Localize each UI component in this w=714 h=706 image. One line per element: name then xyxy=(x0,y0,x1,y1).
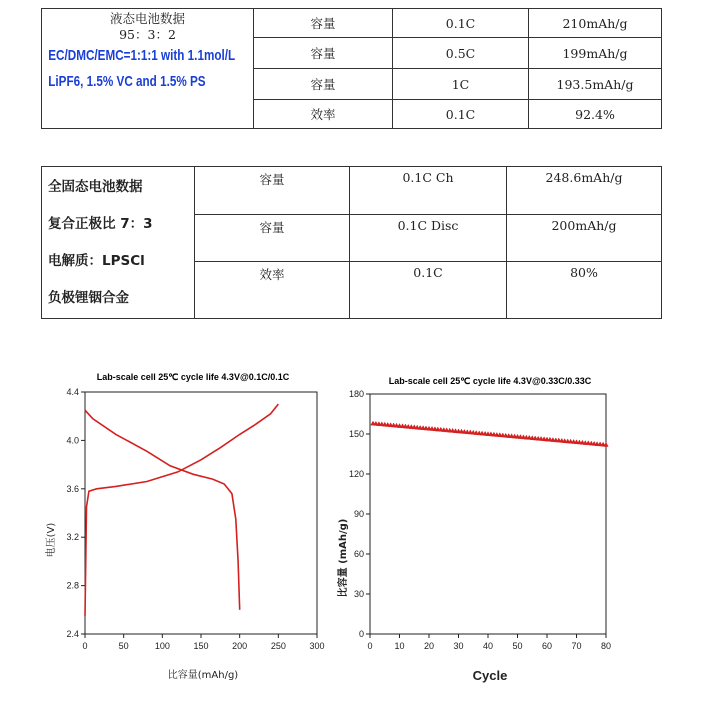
y-tick-label: 2.8 xyxy=(66,580,79,591)
liquid-row-rate: 0.5C xyxy=(393,38,529,69)
solid-electrolyte: 电解质：LPSCl xyxy=(48,252,145,269)
x-tick-label: 80 xyxy=(600,641,612,651)
x-tick-label: 10 xyxy=(394,641,405,651)
y-tick-label: 120 xyxy=(348,469,364,479)
cycle-life-chart xyxy=(334,362,624,690)
liquid-battery-table xyxy=(41,8,662,129)
y-tick-label: 150 xyxy=(348,429,364,439)
liquid-ratio: 95：3：2 xyxy=(119,27,176,42)
solid-anode: 负极锂铟合金 xyxy=(48,289,129,306)
solid-row-value: 248.6mAh/g xyxy=(507,167,662,215)
solid-row-value: 200mAh/g xyxy=(507,215,662,262)
y-axis-label: 电压(V) xyxy=(46,522,57,558)
discharge-curve xyxy=(85,410,240,610)
x-tick-label: 100 xyxy=(154,641,170,651)
y-tick-label: 4.4 xyxy=(66,387,79,397)
liquid-info-cell xyxy=(42,9,254,129)
x-tick-label: 60 xyxy=(541,641,553,651)
y-tick-label: 4.0 xyxy=(66,435,79,446)
x-tick-label: 0 xyxy=(82,641,88,651)
y-axis-label: 比容量 (mAh/g) xyxy=(338,518,349,598)
solid-title: 全固态电池数据 xyxy=(48,178,143,195)
solid-row-rate: 0.1C Disc xyxy=(350,215,507,262)
electrolyte-line-1: EC/DMC/EMC=1:1:1 with 1.1mol/L xyxy=(48,47,236,64)
liquid-row-label: 容量 xyxy=(254,9,393,38)
electrolyte-line-2: LiPF6, 1.5% VC and 1.5% PS xyxy=(48,73,206,90)
x-tick-label: 0 xyxy=(367,641,373,651)
liquid-row-rate: 1C xyxy=(393,69,529,100)
solid-battery-table xyxy=(41,166,662,319)
liquid-row-rate: 0.1C xyxy=(393,9,529,38)
x-tick-label: 200 xyxy=(232,641,248,651)
x-tick-label: 50 xyxy=(512,641,523,651)
solid-row-value: 80% xyxy=(507,262,662,319)
chart-title: Lab-scale cell 25℃ cycle life 4.3V@0.1C/0.1C xyxy=(96,372,290,382)
liquid-row-value: 92.4% xyxy=(529,100,662,129)
liquid-row-label: 容量 xyxy=(254,38,393,69)
x-tick-label: 50 xyxy=(118,641,129,651)
liquid-row-value: 193.5mAh/g xyxy=(529,69,662,100)
charge-curve xyxy=(85,404,278,616)
y-tick-label: 3.2 xyxy=(66,532,79,543)
x-tick-label: 300 xyxy=(309,641,325,651)
y-tick-label: 90 xyxy=(353,509,364,519)
y-tick-label: 3.6 xyxy=(66,483,79,494)
liquid-row-rate: 0.1C xyxy=(393,100,529,129)
x-tick-label: 250 xyxy=(270,641,286,651)
plot-frame xyxy=(85,392,317,634)
solid-row-label: 容量 xyxy=(195,215,350,262)
liquid-row-value: 199mAh/g xyxy=(529,38,662,69)
plot-frame xyxy=(370,394,606,634)
solid-info-cell xyxy=(42,167,195,319)
liquid-row-value: 210mAh/g xyxy=(529,9,662,38)
liquid-row-label: 效率 xyxy=(254,100,393,129)
y-tick-label: 60 xyxy=(353,549,364,559)
y-tick-label: 30 xyxy=(353,589,364,599)
y-tick-label: 0 xyxy=(358,629,364,639)
chart-title: Lab-scale cell 25℃ cycle life 4.3V@0.33C/0.33C xyxy=(388,376,592,386)
solid-row-rate: 0.1C xyxy=(350,262,507,319)
liquid-row-label: 容量 xyxy=(254,69,393,100)
voltage-capacity-chart xyxy=(40,362,340,690)
y-tick-label: 180 xyxy=(348,389,364,399)
x-tick-label: 70 xyxy=(571,641,582,651)
x-tick-label: 20 xyxy=(423,641,435,651)
solid-row-label: 容量 xyxy=(195,167,350,215)
solid-cathode-ratio: 复合正极比 7：3 xyxy=(48,215,153,232)
solid-row-rate: 0.1C Ch xyxy=(350,167,507,215)
x-axis-label: Cycle xyxy=(472,668,508,683)
y-tick-label: 2.4 xyxy=(66,629,79,639)
x-tick-label: 150 xyxy=(193,641,209,651)
solid-row-label: 效率 xyxy=(195,262,350,319)
x-tick-label: 40 xyxy=(482,641,494,651)
x-axis-label: 比容量(mAh/g) xyxy=(167,670,239,681)
x-tick-label: 30 xyxy=(453,641,464,651)
liquid-title: 液态电池数据 xyxy=(109,11,185,26)
